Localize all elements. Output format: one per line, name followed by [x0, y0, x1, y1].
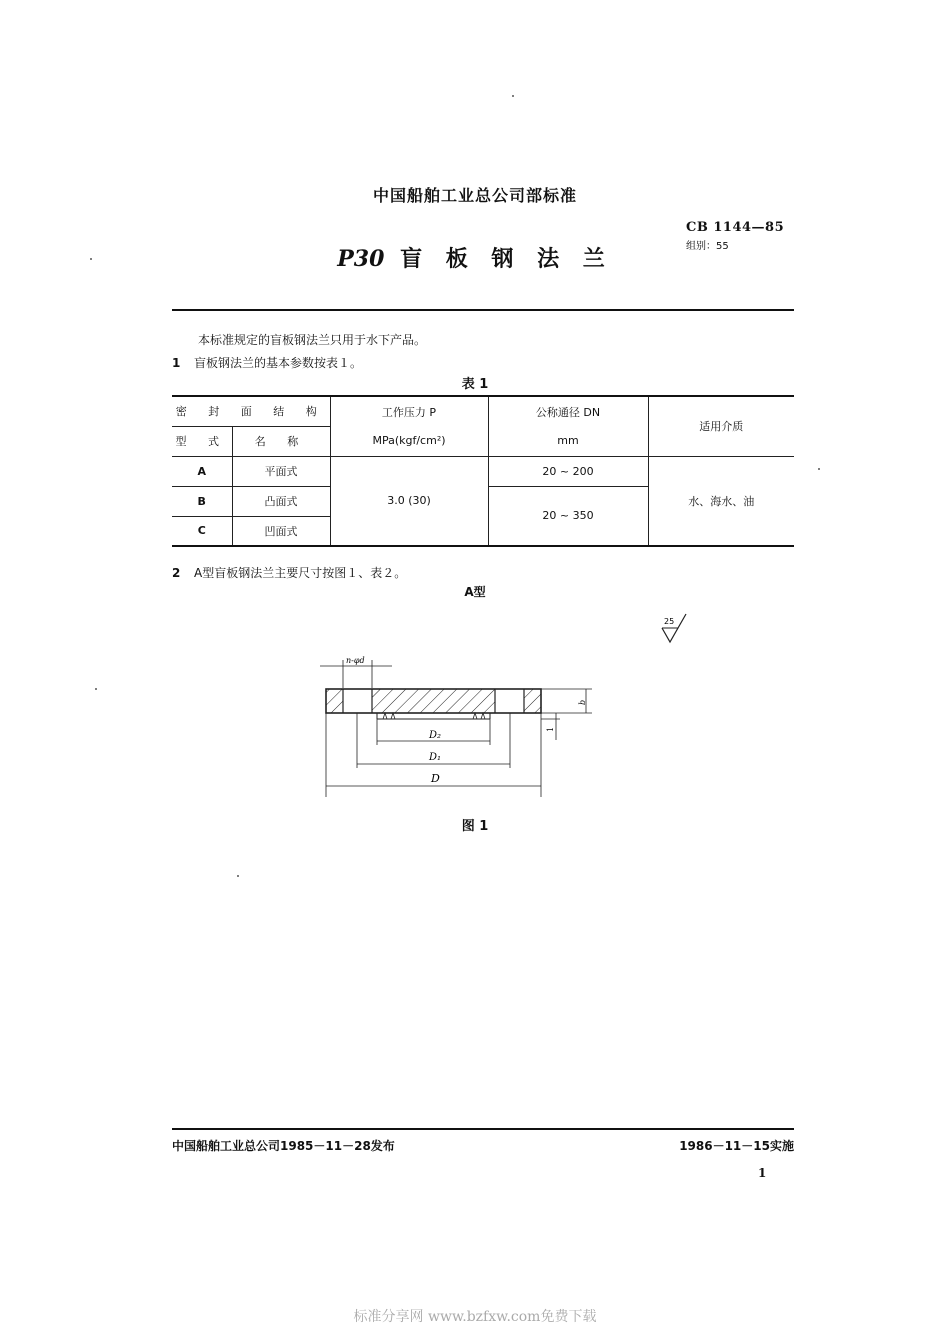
header-type: 型 式 — [172, 426, 232, 456]
row-name: 凸面式 — [232, 486, 330, 516]
roughness-symbol — [662, 614, 686, 642]
title-prefix: P30 — [337, 246, 385, 272]
dimension-D2 — [377, 719, 490, 745]
intro-paragraph: 本标准规定的盲板钢法兰只用于水下产品。 — [198, 333, 427, 347]
medium-value: 水、海水、油 — [648, 456, 794, 546]
issue-date: 中国船舶工业总公司1985－11－28发布 — [172, 1139, 395, 1153]
effective-date: 1986－11－15实施 — [679, 1139, 794, 1153]
table-row — [172, 456, 794, 486]
organization-header: 中国船舶工业总公司部标准 — [372, 186, 577, 205]
clause-1-number: 1 — [172, 356, 181, 370]
flange-drawing — [300, 610, 720, 810]
clause-1 — [172, 354, 362, 371]
standard-group: 组别：55 — [686, 241, 729, 252]
label-1: 1 — [546, 726, 555, 732]
clause-2-number: 2 — [172, 566, 181, 580]
flange-section — [326, 689, 541, 719]
hole-dimension — [320, 656, 392, 688]
header-rule — [172, 309, 794, 311]
label-D: D — [431, 772, 440, 785]
footer-rule — [172, 1128, 794, 1130]
header-diameter: 公称通径 DN — [488, 396, 648, 426]
figure-type-label: A型 — [464, 585, 486, 599]
watermark: 标准分享网 www.bzfxw.com免费下载 — [353, 1309, 597, 1325]
row-type: B — [172, 486, 232, 516]
clause-2-text: A型盲板钢法兰主要尺寸按图１、表２。 — [194, 566, 407, 580]
scan-speck — [237, 875, 239, 877]
document-title — [0, 242, 950, 273]
clause-2 — [172, 564, 406, 581]
scan-speck — [95, 688, 97, 690]
clause-1-text: 盲板钢法兰的基本参数按表１。 — [194, 356, 363, 370]
label-b: b — [578, 699, 587, 705]
dn-value-a: 20 ~ 200 — [488, 456, 648, 486]
table-caption: 表 1 — [461, 377, 489, 392]
scan-speck — [818, 468, 820, 470]
header-pressure-unit: MPa(kgf/cm²) — [330, 426, 488, 456]
page-number: 1 — [758, 1166, 767, 1180]
holes-label: n-φd — [346, 656, 365, 665]
label-D1: D₁ — [429, 752, 442, 763]
thickness-dimension — [541, 689, 592, 713]
figure-caption: 图 1 — [461, 819, 489, 834]
row-type: A — [172, 456, 232, 486]
row-name: 平面式 — [232, 456, 330, 486]
title-text: 盲 板 钢 法 兰 — [400, 247, 613, 272]
header-medium: 适用介质 — [648, 396, 794, 456]
row-name: 凹面式 — [232, 516, 330, 546]
parameters-table — [172, 395, 794, 547]
face-height-dimension — [541, 713, 560, 740]
dn-value-bc: 20 ~ 350 — [488, 486, 648, 546]
header-pressure: 工作压力 P — [330, 396, 488, 426]
header-seal-structure: 密 封 面 结 构 — [172, 396, 330, 426]
header-name: 名 称 — [232, 426, 330, 456]
standard-code: CB 1144—85 — [686, 220, 785, 235]
roughness-value: 25 — [664, 617, 675, 626]
row-type: C — [172, 516, 232, 546]
scan-speck — [512, 95, 514, 97]
pressure-value: 3.0 (30) — [330, 456, 488, 546]
header-diameter-unit: mm — [488, 426, 648, 456]
label-D2: D₂ — [429, 730, 442, 741]
